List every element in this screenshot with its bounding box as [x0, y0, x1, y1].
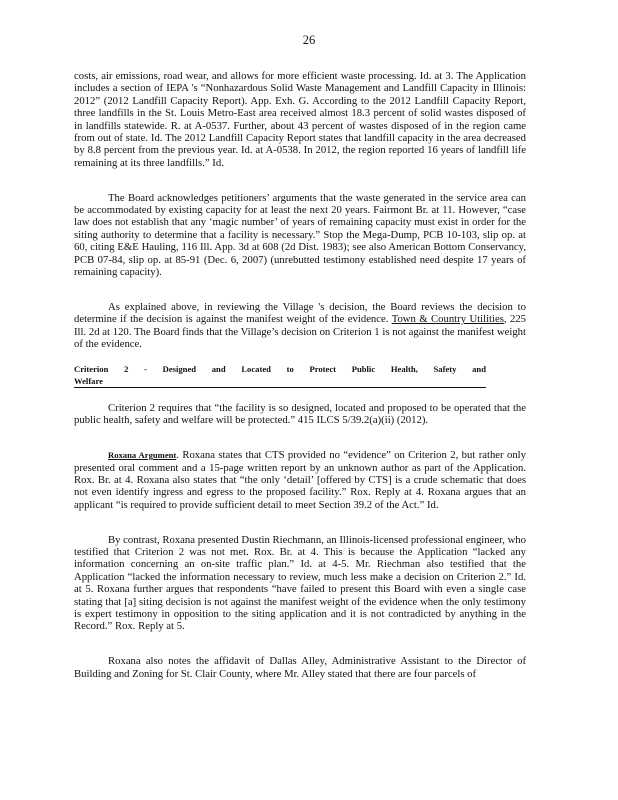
page-number: 26 — [302, 33, 316, 47]
paragraph-board-acknowledges: The Board acknowledges petitioners’ arguments that the waste generated in the service area can be accommodated by existing capacity for at least the next 20 years. Fairmont Br. at 11. However, “case law does not establish that any ‘magic number’ of years of remaining capacity must exist in order for the siting authority to determine that a facility is necessary.” Stop the Mega-Dump, PCB 10-103, slip op. at 60, citing E&E Hauling, 116 Ill. App. 3d at 608 (2d Dist. 1983); see also American Bottom Conservancy, PCB 07-84, slip op. at 85-91 (Dec. 6, 2007) (unrebutted testimony established need despite 17 years of remaining capacity). — [74, 191, 526, 279]
finding-text-pre: As explained above, in reviewing the Village 's decision, the Board reviews the decision to determine if the decision is against the manifest weight of the evidence. — [74, 300, 526, 326]
roxana-argument-text: . Roxana states that CTS provided no “evidence” on Criterion 2, but rather only presented oral comment and a 15-page written report by an unknown author as part of the Application. Rox. Br. at 4. Roxana also states that “the only ‘detail’ [offered by CTS] is a crude schematic that does not even identify ingress and egress to the proposed facility.” Rox. Reply at 4. Roxana argues that an applicant “is required to provide sufficient detail to meet Section 39.2 of the Act.” Id. — [74, 449, 526, 511]
paragraph-landfill-capacity: costs, air emissions, road wear, and allows for more efficient waste processing. Id. at 3. The Application includes a section of IEPA 's “Nonhazardous Solid Waste Management and Landfill Capacity in Illinois: 2012” (2012 Landfill Capacity Report). App. Exh. G. According to the 2012 Landfill Capacity Report, three landfills in the St. Louis Metro-East area received almost 18.3 percent of solid wastes disposed of in landfills statewide. R. at A-0537. Further, about 43 percent of wastes disposed of in the region came from out of state. Id. The 2012 Landfill Capacity Report states that landfill capacity in the area decreased by 8.8 percent from the previous year. Id. at A-0538. In 2012, the region reported 16 years of landfill life remaining at its three landfills.” Id. — [74, 70, 526, 169]
roxana-argument-label: Roxana Argument — [108, 450, 177, 461]
case-citation: Town & Country Utilities — [391, 313, 504, 326]
paragraph-roxana-argument — [74, 449, 526, 511]
paragraph-criterion2-requirement: Criterion 2 requires that “the facility is so designed, located and proposed to be operated that the public health, safety and welfare will be protected.” 415 ILCS 5/39.2(a)(ii) (2012). — [74, 401, 526, 427]
section-heading: Criterion 2 - Designed and Located to Protect Public Health, Safety and Welfare — [74, 363, 486, 386]
paragraph-riechmann-testimony: By contrast, Roxana presented Dustin Riechmann, an Illinois-licensed professional engineer, who testified that Criterion 2 was not met. Rox. Br. at 4. This is because the Application “lacked any information concerning an on-site traffic plan.” Id. at 4-5. Mr. Riechman also testified that the Application “lacked the information necessary to review, much less make a decision on Criterion 2.” Id. at 5. Roxana further argues that respondents “have failed to present this Board with even a single case stating that [a] siting decision is not against the manifest weight of the evidence when the only testimony is expert testimony in opposition to the siting application and it is not contradicted by anything in the Record.” Rox. Reply at 5. — [74, 533, 526, 633]
finding-text-post: , 225 Ill. 2d at 120. The Board finds that the Village’s decision on Criterion 1 is not against the manifest weight of the evidence. — [74, 313, 527, 351]
paragraph-alley-affidavit: Roxana also notes the affidavit of Dallas Alley, Administrative Assistant to the Director of Building and Zoning for St. Clair County, where Mr. Alley stated that there are four parcels of — [74, 655, 526, 680]
paragraph-criterion1-finding — [74, 301, 526, 351]
page-body — [74, 70, 526, 692]
